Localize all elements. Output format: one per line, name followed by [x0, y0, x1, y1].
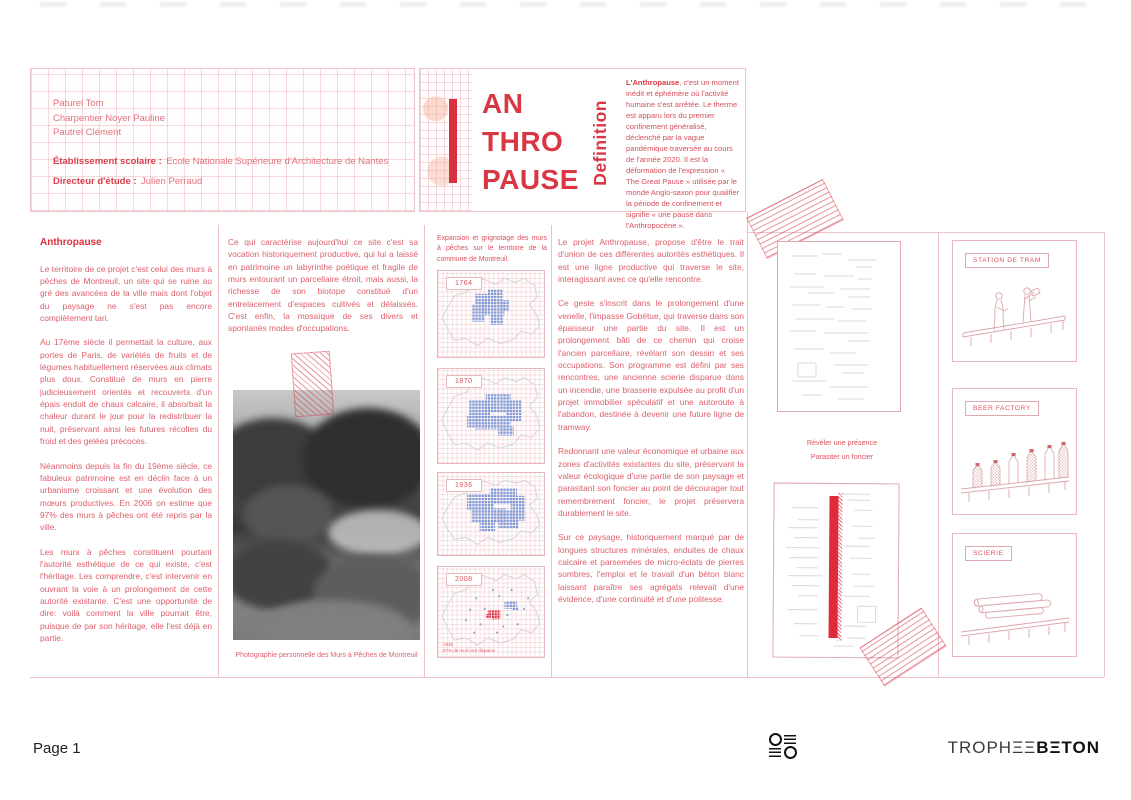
- paragraph: Ce qui caractérise aujourd'hui ce site c'est sa vocation historiquement productive, qui lui a laissé en patrimoine un labyrinthe poétique et fragile de murs entourant un parcellaire étroit, mais aussi, la richesse de son biotope constitué d'un entrelacement d'espaces cultivés et délaissés. C'est enfin, la mosaïque de ses divers et spontanés modes d'occupations.: [228, 237, 418, 334]
- plan-drawing-bottom: [772, 483, 899, 659]
- column-divider: [747, 212, 748, 677]
- walls-extent-blob: [472, 290, 509, 325]
- school-value: Ecole Nationale Supérieure d'Architecture de Nantes: [166, 156, 389, 168]
- column-divider: [551, 225, 552, 677]
- brand-ton: TON: [1061, 738, 1100, 757]
- logo-bars: [769, 747, 781, 757]
- map-legend: 1936 97% de murs ont disparus: [443, 642, 496, 654]
- column-divider: [938, 232, 939, 677]
- bottles: [973, 442, 1068, 488]
- map-year-label: 1764: [446, 277, 482, 290]
- hatch-patch: [291, 351, 334, 418]
- photo-caption: Photographie personnelle des Murs à Pêches de Montreuil: [235, 652, 418, 659]
- director-value: Julien Perraud: [141, 176, 203, 188]
- paragraph: Ce geste s'inscrit dans le prolongement d'une venelle, l'impasse Gobétue, qui traverse dans son épaisseur une partie du site. Il est un prolongement bâti de ce chemin qui croise l'ancien parcellaire, révélant son dessin et ses occupations. Son programme est défini par ses rencontres, une ancienne scierie disparue dans un incendie, une brasserie expulsée au profit d'un projet immobilier spéculatif et une autoroute à l'abandon, destinée à devenir une future ligne de tramway.: [558, 298, 744, 432]
- map-1936: [437, 472, 545, 556]
- sawmill-sketch: [961, 593, 1069, 645]
- map-year-label: 1936: [446, 479, 482, 492]
- definition-rotated-label: Definition: [590, 100, 610, 186]
- column-divider: [1104, 232, 1105, 677]
- author-name: Pautrel Clément: [53, 127, 122, 139]
- tram-station-sketch: [963, 288, 1065, 346]
- plan-caption: [752, 436, 932, 463]
- author-name: Charpentier Noyer Pauline: [53, 112, 165, 124]
- text-column-3: [558, 236, 744, 617]
- poster-title: [482, 85, 579, 199]
- credits-box: [30, 68, 415, 212]
- director-label: Directeur d'étude :: [53, 176, 137, 188]
- project-site-blob: [486, 610, 501, 619]
- plan-caption-line: Parasiter un foncier: [810, 451, 874, 461]
- map-year-label: 1870: [446, 375, 482, 388]
- panel-label: BEER FACTORY: [965, 401, 1039, 416]
- paragraph: Les murs à pêches constituent pourtant l'autorité esthétique de ce qui existe, c'est l'héritage. Les comprendre, c'est intervenir en ouvrant la voie à un prolongement de cette autorité existante. C'est une opportunité de dire: voilà comment la ville pourrait être, puisque de par son héritage, elle l'est déjà en partie.: [40, 546, 212, 643]
- definition-paragraph: [626, 77, 740, 231]
- site-photo: [233, 390, 420, 640]
- bottom-rule: [30, 677, 1104, 678]
- panel-label: STATION DE TRAM: [965, 253, 1049, 268]
- plan-drawing-top: [777, 241, 901, 412]
- paragraph: Le projet Anthropause, propose d'être le trait d'union de ces différentes autorités esthétiques. Il est une ligne productive qui traverse le site, interagissant avec ce qu'elle rencontre.: [558, 237, 744, 285]
- paragraph: Le territoire de ce projet c'est celui des murs à pêches de Montreuil, un site qui se ruine au gré des avancées de la ville mais dont l'objet du paysage ne s'est pas encore complètement tari.: [40, 263, 212, 324]
- brand-troph: TROPH: [947, 738, 1013, 757]
- panel-beer-factory: [952, 388, 1077, 515]
- maps-heading: Expansion et grignotage des murs à pêches sur le territoire de la commune de Montreuil.: [437, 235, 547, 263]
- paragraph: Au 17ème siècle il permettait la culture, aux portes de Paris, de variétés de fruits et de légumes habituellement réservées aux climats plus doux. Constitué de murs en pierre judicieusement orientés et recouverts d'un épais enduit de chaux calcaire, il absorbait la chaleur durant le jour pour la redistribuer la nuit, préservant ainsi les futures récoltes du froid et des gelées précoces.: [40, 337, 212, 447]
- panel-label: SCIERIE: [965, 546, 1012, 561]
- walls-extent-blob: [467, 394, 521, 436]
- title-grid-strip: [420, 69, 472, 211]
- logo-circle: [784, 746, 797, 759]
- page-number: Page 1: [33, 740, 81, 757]
- map-1764: [437, 270, 545, 358]
- text-column-2: [228, 236, 418, 347]
- definition-lead: L'Anthropause: [626, 78, 680, 87]
- title-line: PAUSE: [482, 164, 579, 195]
- section-heading: Anthropause: [40, 237, 102, 248]
- panel-sawmill: [952, 533, 1077, 657]
- parcel-sketch-lines: [790, 254, 876, 399]
- author-name: Paturel Tom: [53, 98, 104, 109]
- title-line: THRO: [482, 126, 564, 157]
- director-line: [53, 171, 388, 189]
- commune-outline: [442, 378, 540, 451]
- title-line: AN: [482, 88, 524, 119]
- plan-caption-line: Révéler une présence: [806, 438, 878, 447]
- logo-bars: [784, 734, 796, 744]
- text-column-1: [40, 236, 212, 656]
- title-box: [419, 68, 746, 230]
- walls-extent-blob: [467, 489, 525, 532]
- column-divider: [218, 225, 219, 677]
- brand-ee-icon: ΞΞ: [1012, 738, 1037, 757]
- school-line: [53, 151, 388, 169]
- scan-artifact: [40, 2, 1090, 7]
- definition-text: , c'est un moment inédit et éphémère où l'activité humaine s'est arrêtée. Le therme est apparu lors du premier confinement généralisé, déclenché par la vague pandémique traversée au cours de l'année 2020. Il est la déformation de l'expression « The Great Pause » utilisée par le monde Anglo-saxon pour qualifier la période de confinement et signifie « une pause dans l'Anthropocène ».: [626, 78, 740, 230]
- map-1870: [437, 368, 545, 464]
- brand-e-icon: Ξ: [1049, 738, 1062, 757]
- brand-b: B: [1036, 738, 1050, 757]
- trophee-beton-logo: [948, 738, 1100, 758]
- panel-station: [952, 240, 1077, 362]
- paragraph: Redonnant une valeur économique et urbaine aux zones d'activités existantes du site, préservant la valeur écologique d'une partie de son paysage et parasitant son foncier au point de décourager tout remembrement foncier, le projet préservera durablement le site.: [558, 446, 744, 518]
- title-red-bar: [449, 99, 457, 183]
- paragraph: Sur ce paysage, historiquement marqué par de longues structures minérales, enduites de chaux calcaire et parsemées de micro-éclats de pierres sombres, l'emploi et le travail d'un béton blanc laissant paraître ses agrégats relevait d'une évidence, d'une continuité et d'une politesse.: [558, 532, 744, 604]
- column-divider: [424, 225, 425, 677]
- map-year-label: 2008: [446, 573, 482, 586]
- school-logo-icon: [768, 733, 797, 758]
- logo-circle: [769, 733, 782, 746]
- paragraph: Néanmoins depuis la fin du 19ème siècle, ce fabuleux patrimoine est en déclin face à un urbanisme croissant et une évolution des mœurs productives. En 2006 on estime que 97% des murs à pêches ont été repris par la ville.: [40, 460, 212, 533]
- walls-extent-blob: [504, 602, 519, 611]
- map-2008: [437, 566, 545, 658]
- school-label: Établissement scolaire :: [53, 156, 162, 168]
